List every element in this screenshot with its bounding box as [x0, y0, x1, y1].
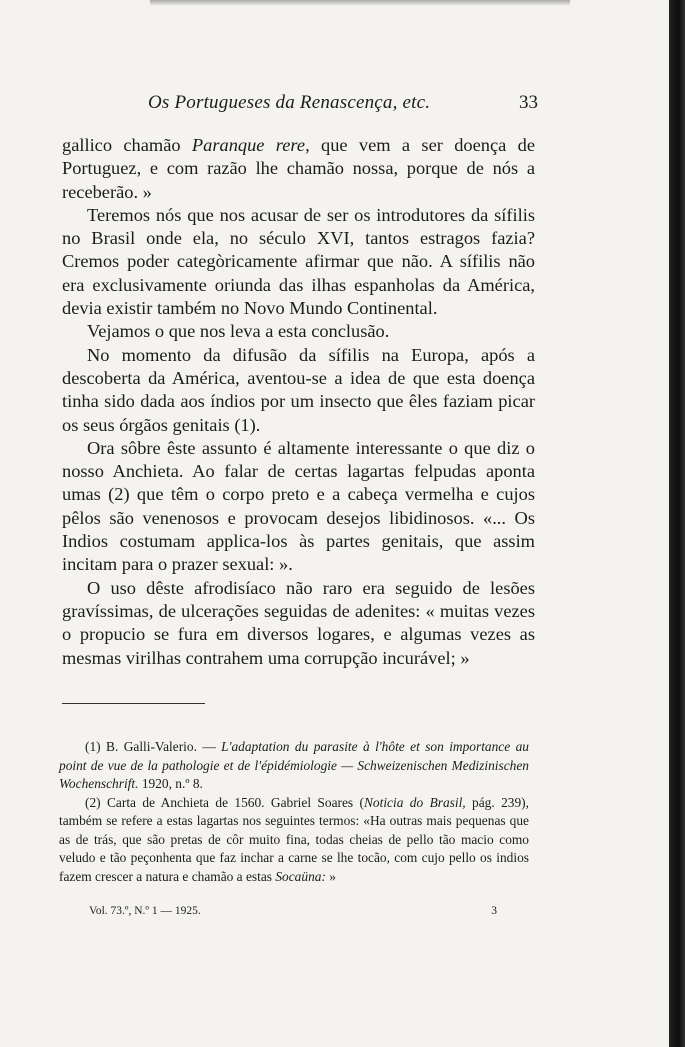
paragraph-1-text-a: gallico chamão	[62, 135, 192, 155]
page-number: 33	[519, 92, 538, 113]
footnote-1-text-a: (1) B. Galli-Valerio. —	[85, 739, 222, 754]
paragraph-1-text-b: que vem a ser doença de Portuguez, e com razão lhe chamão nossa, porque de nós a receberão. »	[62, 135, 535, 202]
paragraph-5: Ora sôbre êste assunto é altamente interessante o que diz o nosso Anchieta. Ao falar de certas lagartas felpudas aponta umas (2) que têm o corpo preto e a cabeça vermelha e cujos pêlos são venenosos e provocam desejos libidinosos. «... Os Indios costumam applica-los às partes genitais, que assim incitam para o prazer sexual: ».	[62, 437, 535, 575]
paragraph-2: Teremos nós que nos acusar de ser os introdutores da sífilis no Brasil onde ela, no século XVI, tantos estragos fazia? Cremos poder categòricamente afirmar que não. A sífilis não era exclusivamente oriunda das ilhas espanholas da América, devia existir também no Novo Mundo Continental.	[62, 204, 535, 319]
footnote-2-text-c: »	[325, 868, 336, 884]
footnote-2-text-a: (2) Carta de Anchieta de 1560. Gabriel Soares (	[85, 794, 364, 810]
body-text	[62, 134, 535, 670]
footnotes	[59, 738, 529, 886]
volume-signature: Vol. 73.º, N.º 1 — 1925.	[89, 905, 201, 917]
running-header	[148, 92, 538, 118]
paragraph-1-italic: Paranque rere,	[191, 135, 310, 155]
page-edge-shadow	[669, 0, 685, 1047]
footnote-2	[59, 794, 529, 887]
footnote-2-text-b: pág. 239), também se refere a estas lagartas nos seguintes termos: «Ha outras mais pequenas que as de trás, que são pretas de côr muito fina, todas cheias de pello tão macio como veludo e tão peçonhenta que faz inchar a carne se lhe tocão, com cujo pello os indios fazem crescer a natura e chamão a estas	[59, 794, 529, 884]
running-title: Os Portugueses da Renascença, etc.	[148, 92, 431, 113]
paragraph-6: O uso dêste afrodisíaco não raro era seguido de lesões gravíssimas, de ulcerações seguidas de adenites: « muitas vezes o propucio se fura em diversos logares, e algumas vezes as mesmas virilhas contrahem uma corrupção incurável; »	[62, 577, 535, 668]
footnote-2-italic-1: Noticia do Brasil,	[363, 794, 466, 810]
paragraph-3: Vejamos o que nos leva a esta conclusão.	[87, 321, 390, 342]
signature-number: 3	[491, 905, 497, 917]
signature-line	[89, 905, 497, 923]
footnote-1-italic: L'adaptation du parasite à l'hôte et son importance au point de vue de la pathologie et de l'épidémiologie — Schweizenischen Medizinischen Wochenschrift.	[59, 739, 529, 791]
page-top-shadow	[150, 0, 570, 6]
paragraph-4: No momento da difusão da sífilis na Europa, após a descoberta da América, aventou-se a idea de que esta doença tinha sido dada aos índios por um insecto que êles faziam picar os seus órgãos genitais (1).	[62, 344, 535, 435]
paragraph-1	[62, 134, 535, 204]
footnote-rule	[62, 703, 205, 704]
footnote-2-italic-2: Socaüna:	[275, 868, 326, 884]
footnote-1-text-b: 1920, n.º 8.	[138, 776, 203, 791]
footnote-1	[59, 738, 529, 794]
